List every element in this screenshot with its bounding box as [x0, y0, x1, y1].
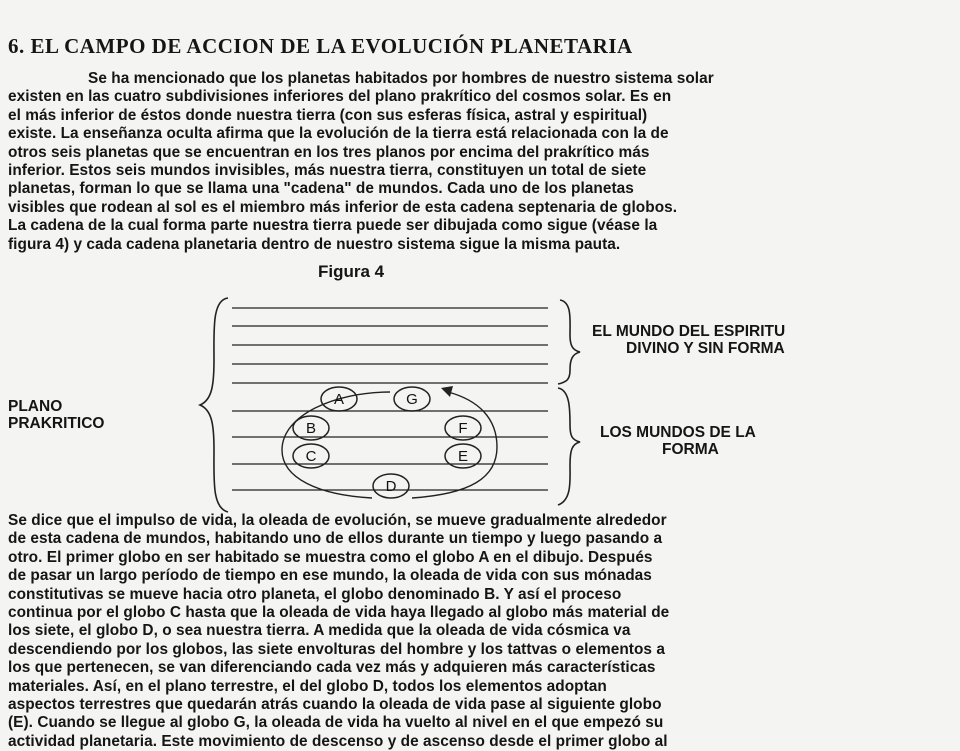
paragraph-line: el más inferior de éstos donde nuestra tierra (con sus esferas física, astral y espiritual) — [8, 106, 648, 124]
paragraph-line: Se dice que el impulso de vida, la oleada de evolución, se mueve gradualmente alrededor — [8, 512, 667, 529]
right-upper-brace — [558, 300, 580, 384]
label-line: PRAKRITICO — [8, 415, 105, 432]
globe-label: B — [305, 420, 317, 437]
label-plano-prakritico — [8, 398, 104, 432]
globe-label: A — [333, 391, 345, 408]
paragraph-line: otro. El primer globo en ser habitado se muestra como el globo A en el dibujo. Después — [8, 548, 653, 566]
paragraph-line: de pasar un largo período de tiempo en ese mundo, la oleada de vida con sus mónadas — [8, 567, 652, 585]
label-line: LOS MUNDOS DE LA — [600, 424, 756, 441]
globe-label: C — [305, 448, 317, 465]
paragraph-line: materiales. Así, en el plano terrestre, el del globo D, todos los elementos adoptan — [8, 677, 607, 695]
paragraph-line: otros seis planetas que se encuentran en los tres planos por encima del prakrítico más — [8, 143, 650, 161]
paragraph-line: La cadena de la cual forma parte nuestra tierra puede ser dibujada como sigue (véase la — [8, 217, 658, 235]
label-line: PLANO — [8, 398, 63, 415]
label-mundos-forma — [600, 424, 756, 458]
figure-title: Figura 4 — [318, 262, 385, 281]
right-lower-brace — [558, 388, 580, 505]
paragraph-line: (E). Cuando se llegue al globo G, la oleada de vida ha vuelto al nivel en el que empezó su — [8, 714, 664, 732]
paragraph-line: los que pertenecen, se van diferenciando cada vez más y adquieren más características — [8, 659, 656, 677]
paragraph-line: figura 4) y cada cadena planetaria dentro de nuestro sistema sigue la misma pauta. — [8, 235, 621, 253]
globe-label: E — [457, 448, 469, 465]
label-line: EL MUNDO DEL ESPIRITU — [592, 323, 786, 340]
paragraph-line: existe. La enseñanza oculta afirma que la evolución de la tierra está relacionada con la de — [8, 125, 669, 143]
paragraph-line: constitutivas se mueve hacia otro planeta, el globo denominado B. Y así el proceso — [8, 585, 622, 603]
paragraph-line: los siete, el globo D, o sea nuestra tierra. A medida que la oleada de vida cósmica va — [8, 622, 631, 640]
globe-label: G — [406, 391, 418, 408]
globe-label: F — [458, 420, 468, 437]
arrow-head-icon — [441, 386, 453, 397]
paragraph-line: visibles que rodean al sol es el miembro más inferior de esta cadena septenaria de globos. — [8, 198, 678, 216]
paragraph-line: existen en las cuatro subdivisiones inferiores del plano prakrítico del cosmos solar. Es en — [8, 88, 672, 106]
globe-label: D — [385, 478, 397, 495]
label-line: DIVINO Y SIN FORMA — [626, 340, 785, 357]
paragraph-line: continua por el globo C hasta que la oleada de vida haya llegado al globo más material de — [8, 604, 670, 622]
paragraph-line: de esta cadena de mundos, habitando uno de ellos durante un tiempo y luego pasando a — [8, 530, 663, 548]
paragraph-line: planetas, forman lo que se llama una "cadena" de mundos. Cada uno de los planetas — [8, 180, 634, 198]
paragraph-line: descendiendo por los globos, las siete envolturas del hombre y los tattvas o elementos a — [8, 640, 665, 658]
section-heading: 6. EL CAMPO DE ACCION DE LA EVOLUCIÓN PLANETARIA — [8, 34, 633, 58]
label-mundo-espiritu — [592, 323, 785, 357]
label-line: FORMA — [662, 441, 719, 458]
left-brace — [200, 298, 228, 512]
paragraph-line: Se ha mencionado que los planetas habitados por hombres de nuestro sistema solar — [88, 70, 714, 87]
paragraph-line: actividad planetaria. Este movimiento de descenso y de ascenso desde el primer globo al — [8, 732, 668, 750]
body-paragraph — [8, 512, 950, 751]
paragraph-line: aspectos terrestres que quedarán atrás cuando la oleada de vida pase al siguiente globo — [8, 696, 662, 714]
paragraph-line: inferior. Estos seis mundos invisibles, más nuestra tierra, constituyen un total de siete — [8, 162, 647, 180]
